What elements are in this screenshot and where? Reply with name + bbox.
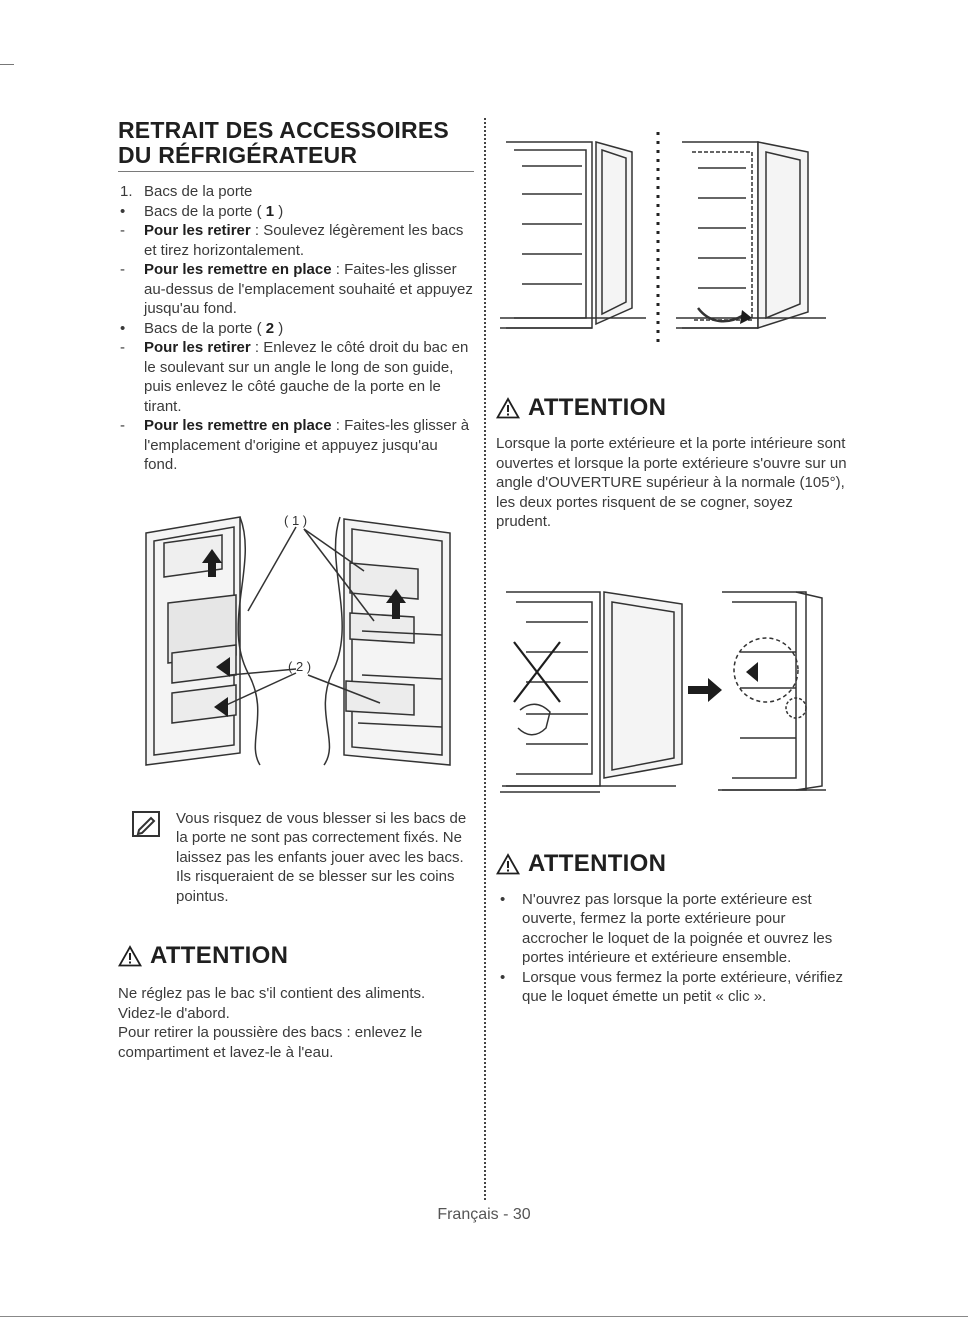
- step-marker: -: [120, 261, 125, 278]
- attention-heading-left: [118, 942, 474, 970]
- step-text-after: ): [274, 319, 284, 337]
- step-label: Pour les retirer: [144, 222, 251, 239]
- step-text: Bacs de la porte: [144, 183, 253, 200]
- step-marker: 1.: [120, 183, 133, 200]
- attention-label: ATTENTION: [528, 394, 667, 421]
- attention-text-left: [118, 984, 474, 1062]
- attention-label: ATTENTION: [150, 942, 289, 969]
- step-text: : Faites-les glisser au-dessus de l'emplacement souhaité et appuyez jusqu'au fond.: [144, 261, 473, 317]
- step-text: : Enlevez le côté droit du bac en le soulevant sur un angle le long de son guide, puis enlevez le côté gauche de la porte en le tirant.: [144, 339, 469, 415]
- step-marker: -: [120, 417, 125, 434]
- step-label: Pour les remettre en place: [144, 417, 332, 434]
- warning-triangle-icon: [496, 397, 520, 419]
- attention-left-line-2: Videz-le d'abord.: [118, 1004, 230, 1022]
- double-door-illustration: [496, 128, 852, 348]
- step-row: [118, 260, 474, 319]
- step-text-after: ): [274, 202, 284, 220]
- left-column: [118, 118, 474, 1062]
- step-text: : Soulevez légèrement les bacs et tirez horizontalement.: [144, 222, 464, 259]
- bottom-rule: [0, 1316, 968, 1317]
- step-marker: -: [120, 222, 125, 239]
- door-latch-illustration: [496, 578, 852, 810]
- attention-heading-right-1: [496, 394, 852, 422]
- section-heading: RETRAIT DES ACCESSOIRES DU RÉFRIGÉRATEUR: [118, 118, 474, 172]
- step-row: [118, 221, 474, 260]
- attention-left-line-1: Ne réglez pas le bac s'il contient des aliments.: [118, 985, 426, 1002]
- attention-bullet: [496, 968, 852, 1007]
- bullet-marker: •: [500, 968, 506, 986]
- step-label: Pour les retirer: [144, 339, 251, 356]
- step-marker: •: [120, 319, 126, 337]
- note-pencil-icon: [132, 811, 160, 837]
- step-marker: -: [120, 339, 125, 356]
- callout-1-label: ( 1 ): [284, 512, 308, 528]
- attention-heading-right-2: [496, 850, 852, 878]
- step-bin-number: 1: [265, 202, 275, 220]
- step-bin-number: 2: [265, 319, 275, 337]
- step-marker: •: [120, 202, 126, 220]
- attention-left-line-3: Pour retirer la poussière des bacs : enlevez le compartiment et lavez-le à l'eau.: [118, 1024, 423, 1061]
- warning-triangle-icon: [496, 853, 520, 875]
- bullet-marker: •: [500, 890, 506, 908]
- note-text: Vous risquez de vous blesser si les bacs de la porte ne sont pas correctement fixés. Ne laissez pas les enfants jouer avec les bacs. Ils risqueraient de se blesser sur les coins pointus.: [176, 809, 467, 905]
- attention-right-bullets: [496, 890, 852, 1007]
- step-row: [118, 319, 474, 339]
- step-row: [118, 182, 474, 202]
- attention-bullet-text-1: N'ouvrez pas lorsque la porte extérieure est ouverte, fermez la porte extérieure pour accrocher le loquet de la poignée et ouvrez les portes intérieure et extérieure ensemble.: [522, 890, 833, 966]
- warning-triangle-icon: [118, 945, 142, 967]
- step-text: : Faites-les glisser à l'emplacement d'origine et appuyez jusqu'au fond.: [144, 417, 470, 473]
- fridge-door-bins-illustration: [118, 503, 474, 775]
- attention-bullet-text-2: Lorsque vous fermez la porte extérieure, vérifiez que le loquet émette un petit « clic ».: [522, 968, 843, 1005]
- attention-bullet: [496, 890, 852, 968]
- step-text: Bacs de la porte (: [144, 319, 266, 337]
- instruction-steps: [118, 182, 474, 475]
- step-row: [118, 202, 474, 222]
- callout-2-label: ( 2 ): [288, 658, 312, 674]
- column-divider: [484, 118, 486, 1200]
- attention-label: ATTENTION: [528, 849, 667, 877]
- right-column: [496, 118, 852, 1007]
- safety-note: [118, 809, 474, 907]
- page-footer: Français - 30: [437, 1206, 531, 1223]
- attention-right-text-1: Lorsque la porte extérieure et la porte intérieure sont ouvertes et lorsque la porte extérieure s'ouvre sur un angle d'OUVERTURE supérieur à la normale (105°), les deux portes risquent de se cogner, soyez prudent.: [496, 435, 847, 530]
- step-text: Bacs de la porte (: [144, 202, 266, 220]
- step-row: [118, 338, 474, 416]
- step-row: [118, 416, 474, 475]
- crop-mark: [0, 64, 14, 65]
- step-label: Pour les remettre en place: [144, 261, 332, 278]
